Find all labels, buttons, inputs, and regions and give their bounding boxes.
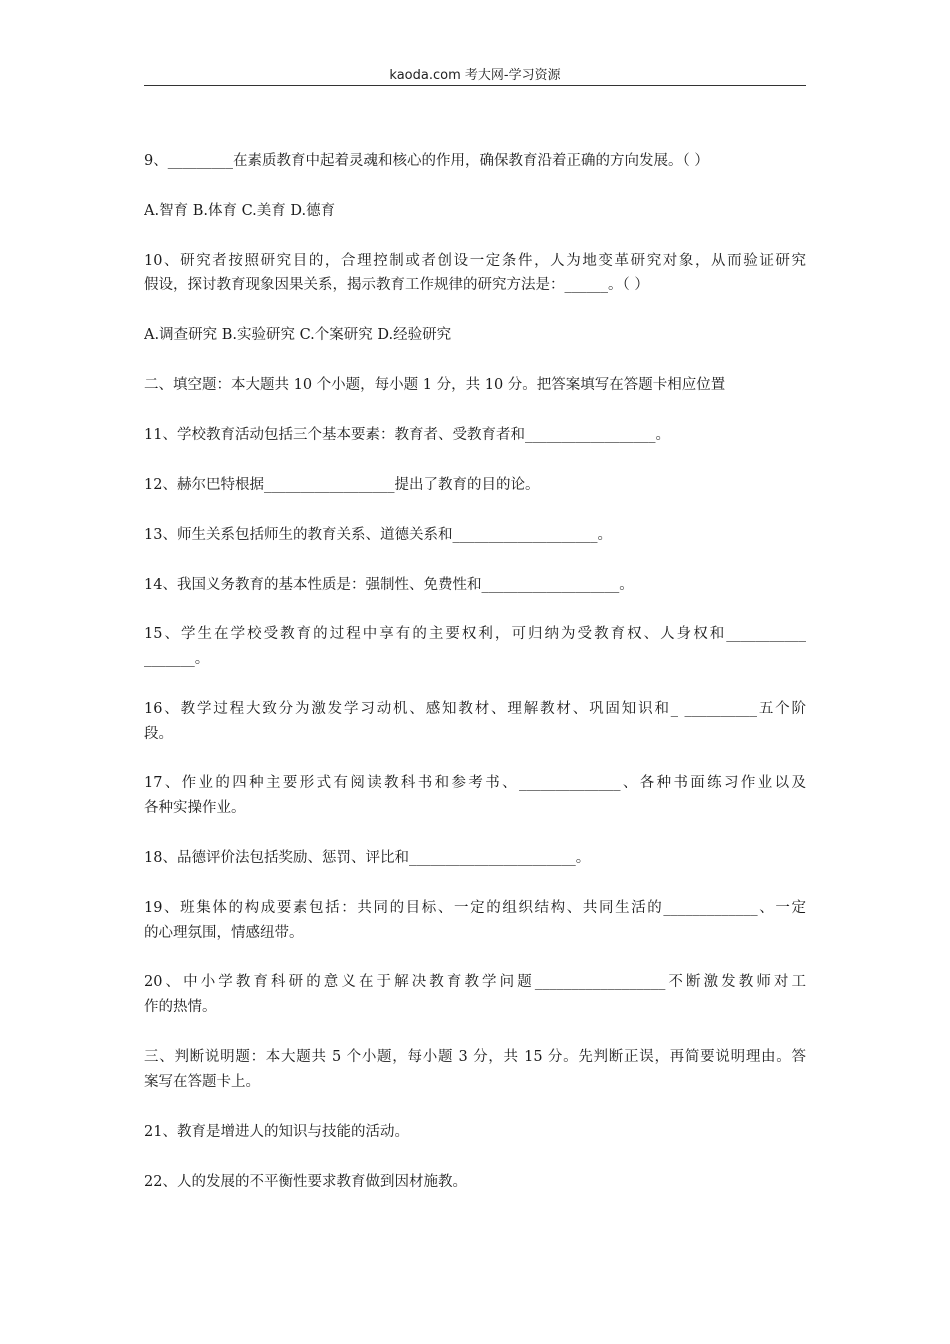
question-20-text-line1: 20、中小学教育科研的意义在于解决教育教学问题__________________不断激发教师对工 bbox=[144, 974, 806, 990]
question-15-text-line1: 15、学生在学校受教育的过程中享有的主要权利，可归纳为受教育权、人身权和___________ bbox=[144, 626, 806, 642]
question-10-options: A.调查研究 B.实验研究 C.个案研究 D.经验研究 bbox=[144, 327, 452, 343]
question-18-text: 18、品德评价法包括奖励、惩罚、评比和_______________________。 bbox=[144, 850, 591, 866]
question-20-text-line2: 作的热情。 bbox=[144, 999, 217, 1015]
header-site-label: kaoda.com 考大网-学习资源 bbox=[389, 68, 561, 83]
question-10-text-line2: 假设，探讨教育现象因果关系，揭示教育工作规律的研究方法是：______。（ ） bbox=[144, 277, 649, 293]
question-17-text-line2: 各种实操作业。 bbox=[144, 800, 246, 816]
page-header bbox=[144, 64, 806, 83]
question-14-text: 14、我国义务教育的基本性质是：强制性、免费性和___________________。 bbox=[144, 577, 634, 593]
question-17-text-line1: 17、作业的四种主要形式有阅读教科书和参考书、______________、各种书面练习作业以及 bbox=[144, 775, 806, 791]
question-10-text-line1: 10、研究者按照研究目的，合理控制或者创设一定条件，人为地变革研究对象，从而验证研究 bbox=[144, 253, 806, 269]
question-11-text: 11、学校教育活动包括三个基本要素：教育者、受教育者和__________________。 bbox=[144, 427, 670, 443]
question-19-text-line1: 19、班集体的构成要素包括：共同的目标、一定的组织结构、共同生活的_____________、一定 bbox=[144, 900, 806, 916]
question-16-text-line1: 16、教学过程大致分为激发学习动机、感知教材、理解教材、巩固知识和_ __________五个阶 bbox=[144, 701, 806, 717]
question-15-text-line2: _______。 bbox=[144, 651, 210, 667]
question-9-text: 9、_________在素质教育中起着灵魂和核心的作用，确保教育沿着正确的方向发展。（ ） bbox=[144, 153, 709, 169]
question-21-text: 21、教育是增进人的知识与技能的活动。 bbox=[144, 1124, 409, 1140]
section-2-heading: 二、填空题：本大题共 10 个小题，每小题 1 分，共 10 分。把答案填写在答题卡相应位置 bbox=[144, 377, 726, 393]
section-3-heading-line1: 三、判断说明题：本大题共 5 个小题，每小题 3 分，共 15 分。先判断正误，再简要说明理由。答 bbox=[144, 1049, 806, 1065]
question-22-text: 22、人的发展的不平衡性要求教育做到因材施教。 bbox=[144, 1174, 467, 1190]
section-3-heading-line2: 案写在答题卡上。 bbox=[144, 1074, 260, 1090]
question-13-text: 13、师生关系包括师生的教育关系、道德关系和____________________。 bbox=[144, 527, 612, 543]
question-9-options: A.智育 B.体育 C.美育 D.德育 bbox=[144, 203, 336, 219]
header-divider bbox=[144, 85, 806, 86]
question-19-text-line2: 的心理氛围，情感纽带。 bbox=[144, 925, 304, 941]
question-16-text-line2: 段。 bbox=[144, 726, 173, 742]
question-12-text: 12、赫尔巴特根据__________________提出了教育的目的论。 bbox=[144, 477, 540, 493]
